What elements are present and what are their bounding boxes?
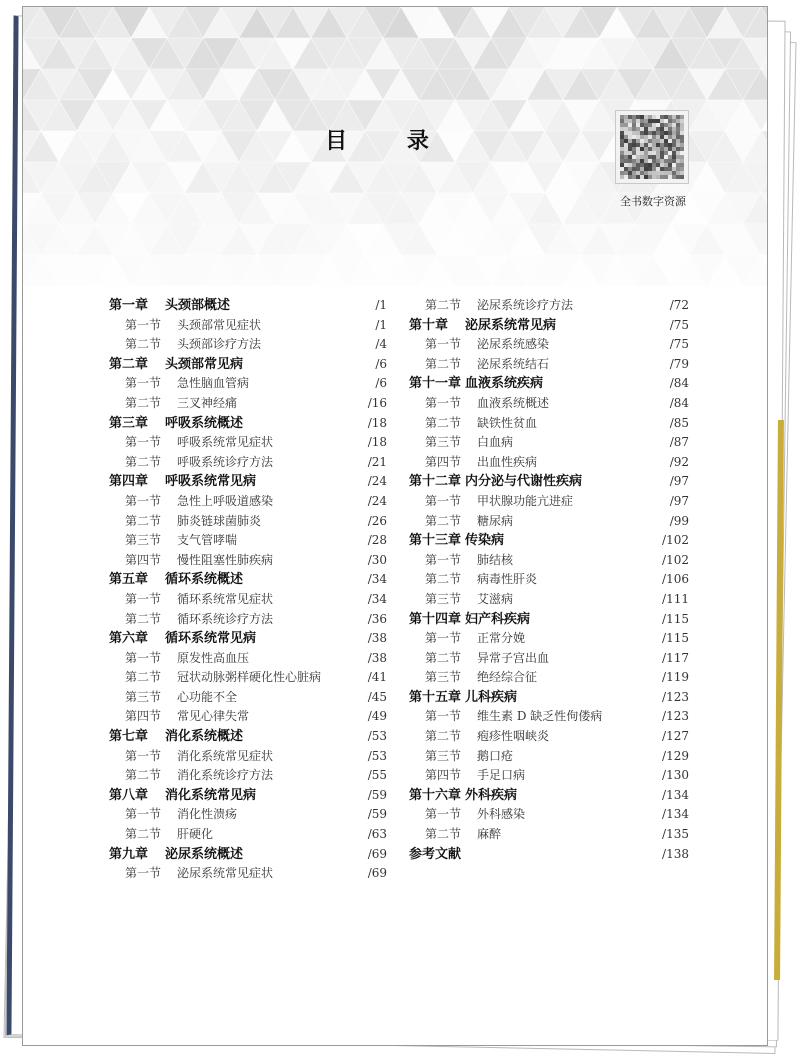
section-number: 第二节	[425, 356, 462, 371]
section-title: 泌尿系统常见症状	[177, 866, 274, 881]
page-number: /24	[367, 474, 387, 489]
section-number: 第三节	[425, 670, 462, 685]
chapter-title: 循环系统常见病	[165, 631, 257, 647]
page-number: /4	[375, 337, 387, 352]
section-title: 头颈部常见症状	[177, 317, 262, 332]
toc-section-entry[interactable]	[409, 551, 689, 571]
toc-chapter-entry[interactable]	[109, 296, 387, 316]
section-number: 第一节	[425, 709, 462, 724]
page-number: /106	[662, 572, 689, 587]
toc-section-entry[interactable]	[409, 355, 689, 375]
chapter-number: 第十二章	[409, 474, 462, 490]
page-number: /85	[669, 415, 689, 430]
section-title: 消化系统常见症状	[177, 748, 274, 763]
section-number: 第二节	[125, 768, 162, 783]
chapter-number: 第十章	[409, 317, 449, 333]
section-title: 肺炎链球菌肺炎	[177, 513, 262, 528]
page-number: /18	[367, 415, 387, 430]
section-title: 绝经综合征	[477, 670, 538, 685]
chapter-title: 外科疾病	[465, 787, 518, 803]
page-number: /72	[669, 298, 689, 312]
page-number: /69	[367, 846, 387, 861]
toc-section-entry[interactable]	[109, 610, 387, 630]
chapter-title: 头颈部概述	[165, 298, 231, 313]
chapter-title: 参考文献	[409, 846, 462, 862]
section-title: 原发性高血压	[177, 650, 250, 665]
page-number: /84	[669, 395, 689, 410]
toc-chapter-entry[interactable]	[409, 845, 689, 865]
section-number: 第二节	[425, 827, 462, 842]
page-number: /102	[662, 533, 689, 548]
section-number: 第一节	[125, 317, 162, 332]
chapter-number: 第七章	[109, 729, 149, 745]
chapter-title: 消化系统常见病	[165, 787, 257, 803]
toc-page	[22, 6, 768, 1046]
toc-section-entry[interactable]	[109, 590, 387, 610]
page-number: /119	[662, 670, 689, 685]
section-title: 消化性溃疡	[177, 807, 238, 822]
toc-section-entry[interactable]	[109, 805, 387, 825]
section-number: 第二节	[425, 298, 462, 312]
toc-section-entry[interactable]	[409, 707, 689, 727]
chapter-title: 呼吸系统常见病	[165, 474, 257, 490]
toc-chapter-entry[interactable]	[109, 727, 387, 747]
section-title: 呼吸系统诊疗方法	[177, 454, 274, 469]
page-number: /97	[669, 474, 689, 489]
section-title: 循环系统常见症状	[177, 591, 274, 606]
section-number: 第一节	[125, 748, 162, 763]
section-number: 第一节	[125, 493, 162, 508]
section-number: 第三节	[425, 591, 462, 606]
section-title: 疱疹性咽峡炎	[477, 729, 550, 744]
section-number: 第一节	[425, 631, 462, 646]
section-number: 第二节	[125, 611, 162, 626]
chapter-title: 头颈部常见病	[165, 356, 244, 372]
page-number: /138	[662, 846, 689, 861]
toc-section-entry[interactable]	[109, 531, 387, 551]
page-number: /111	[662, 591, 689, 606]
section-title: 循环系统诊疗方法	[177, 611, 274, 626]
section-number: 第三节	[125, 689, 162, 704]
section-number: 第一节	[425, 552, 462, 567]
page-number: /134	[662, 807, 689, 822]
page-number: /1	[375, 298, 387, 312]
chapter-number: 第十四章	[409, 611, 462, 627]
toc-section-entry[interactable]	[409, 492, 689, 512]
toc-section-entry[interactable]	[409, 629, 689, 649]
section-number: 第一节	[125, 376, 162, 391]
page-number: /87	[669, 435, 689, 450]
chapter-number: 第六章	[109, 631, 149, 647]
toc-section-entry[interactable]	[109, 433, 387, 453]
toc-chapter-entry[interactable]	[409, 316, 689, 336]
chapter-title: 内分泌与代谢性疾病	[465, 474, 583, 490]
qr-caption: 全书数字资源	[620, 195, 686, 208]
section-title: 肝硬化	[177, 827, 214, 842]
page-number: /92	[669, 454, 689, 469]
page-number: /69	[367, 866, 387, 881]
toc-section-entry[interactable]	[109, 492, 387, 512]
page-number: /1	[375, 317, 387, 332]
toc-section-entry[interactable]	[109, 747, 387, 767]
section-title: 慢性阻塞性肺疾病	[177, 552, 274, 567]
toc-chapter-entry[interactable]	[109, 570, 387, 590]
page-number: /59	[367, 787, 387, 802]
section-title: 艾滋病	[477, 591, 514, 606]
chapter-title: 消化系统概述	[165, 729, 244, 745]
toc-column-right	[409, 296, 689, 864]
toc-section-entry[interactable]	[409, 825, 689, 845]
section-title: 冠状动脉粥样硬化性心脏病	[177, 670, 322, 685]
page-number: /129	[662, 748, 689, 763]
toc-section-entry[interactable]	[409, 512, 689, 532]
toc-section-entry[interactable]	[409, 766, 689, 786]
page-number: /6	[375, 356, 387, 371]
chapter-number: 第十五章	[409, 689, 462, 705]
page-number: /36	[367, 611, 387, 626]
page-number: /34	[367, 591, 387, 606]
section-number: 第二节	[125, 513, 162, 528]
section-title: 白血病	[477, 435, 514, 450]
page-number: /53	[367, 729, 387, 744]
section-number: 第一节	[125, 435, 162, 450]
toc-chapter-entry[interactable]	[109, 629, 387, 649]
section-number: 第四节	[425, 768, 462, 783]
section-title: 泌尿系统结石	[477, 356, 550, 371]
chapter-title: 传染病	[465, 533, 505, 549]
chapter-title: 循环系统概述	[165, 572, 244, 588]
toc-section-entry[interactable]	[409, 296, 689, 316]
toc-chapter-entry[interactable]	[409, 786, 689, 806]
section-title: 鹅口疮	[477, 748, 514, 763]
section-title: 维生素 D 缺乏性佝偻病	[477, 709, 603, 724]
section-title: 血液系统概述	[477, 395, 550, 410]
section-number: 第三节	[125, 533, 162, 548]
section-title: 急性上呼吸道感染	[177, 493, 274, 508]
toc-section-entry[interactable]	[409, 727, 689, 747]
page-number: /38	[367, 631, 387, 646]
page-number: /21	[367, 454, 387, 469]
page-number: /102	[662, 552, 689, 567]
section-title: 呼吸系统常见症状	[177, 435, 274, 450]
toc-section-entry[interactable]	[109, 688, 387, 708]
section-number: 第一节	[425, 493, 462, 508]
page-number: /84	[669, 376, 689, 391]
section-title: 手足口病	[477, 768, 526, 783]
toc-section-entry[interactable]	[409, 453, 689, 473]
page-number: /63	[367, 827, 387, 842]
page-number: /75	[669, 317, 689, 332]
chapter-number: 第二章	[109, 356, 149, 372]
toc-chapter-entry[interactable]	[409, 688, 689, 708]
section-title: 甲状腺功能亢进症	[477, 493, 574, 508]
toc-section-entry[interactable]	[409, 433, 689, 453]
page-number: /18	[367, 435, 387, 450]
section-number: 第三节	[425, 435, 462, 450]
section-title: 出血性疾病	[477, 454, 538, 469]
chapter-title: 儿科疾病	[465, 689, 518, 705]
section-number: 第二节	[425, 729, 462, 744]
toc-chapter-entry[interactable]	[109, 355, 387, 375]
section-number: 第二节	[125, 827, 162, 842]
chapter-title: 泌尿系统概述	[165, 846, 244, 862]
chapter-title: 血液系统疾病	[465, 376, 544, 392]
chapter-number: 第五章	[109, 572, 149, 588]
toc-chapter-entry[interactable]	[409, 531, 689, 551]
page-number: /24	[367, 493, 387, 508]
section-number: 第一节	[125, 807, 162, 822]
section-number: 第二节	[425, 415, 462, 430]
section-number: 第二节	[425, 650, 462, 665]
toc-section-entry[interactable]	[109, 668, 387, 688]
chapter-number: 第八章	[109, 787, 149, 803]
page-number: /117	[662, 650, 689, 665]
section-title: 三叉神经痛	[177, 395, 238, 410]
toc-section-entry[interactable]	[109, 551, 387, 571]
page-number: /75	[669, 337, 689, 352]
page-number: /34	[367, 572, 387, 587]
toc-section-entry[interactable]	[109, 707, 387, 727]
section-number: 第一节	[425, 807, 462, 822]
section-number: 第四节	[125, 552, 162, 567]
toc-chapter-entry[interactable]	[109, 472, 387, 492]
toc-section-entry[interactable]	[409, 747, 689, 767]
toc-section-entry[interactable]	[109, 453, 387, 473]
toc-section-entry[interactable]	[109, 394, 387, 414]
toc-section-entry[interactable]	[409, 805, 689, 825]
toc-section-entry[interactable]	[409, 649, 689, 669]
section-number: 第二节	[125, 670, 162, 685]
toc-section-entry[interactable]	[109, 316, 387, 336]
section-number: 第一节	[425, 395, 462, 410]
page-number: /38	[367, 650, 387, 665]
toc-section-entry[interactable]	[409, 394, 689, 414]
page-number: /45	[367, 689, 387, 704]
section-title: 肺结核	[477, 552, 514, 567]
chapter-title: 妇产科疾病	[465, 611, 531, 627]
page-number: /55	[367, 768, 387, 783]
page-number: /115	[662, 631, 689, 646]
section-number: 第四节	[425, 454, 462, 469]
toc-section-entry[interactable]	[109, 649, 387, 669]
toc-chapter-entry[interactable]	[109, 845, 387, 865]
section-number: 第二节	[125, 454, 162, 469]
section-title: 糖尿病	[477, 513, 514, 528]
section-title: 正常分娩	[477, 631, 526, 646]
toc-section-entry[interactable]	[409, 570, 689, 590]
section-number: 第三节	[425, 748, 462, 763]
chapter-number: 第十三章	[409, 533, 462, 549]
section-title: 缺铁性贫血	[477, 415, 538, 430]
page-number: /53	[367, 748, 387, 763]
toc-section-entry[interactable]	[109, 374, 387, 394]
toc-section-entry[interactable]	[109, 512, 387, 532]
chapter-number: 第九章	[109, 846, 149, 862]
page-number: /16	[367, 395, 387, 410]
page-number: /115	[662, 611, 689, 626]
chapter-title: 呼吸系统概述	[165, 415, 244, 431]
section-title: 泌尿系统感染	[477, 337, 550, 352]
chapter-number: 第四章	[109, 474, 149, 490]
chapter-number: 第一章	[109, 298, 149, 313]
page-number: /26	[367, 513, 387, 528]
page-number: /127	[662, 729, 689, 744]
chapter-number: 第十六章	[409, 787, 462, 803]
section-title: 异常子宫出血	[477, 650, 550, 665]
toc-section-entry[interactable]	[409, 590, 689, 610]
page-number: /130	[662, 768, 689, 783]
toc-section-entry[interactable]	[109, 335, 387, 355]
section-title: 心功能不全	[177, 689, 238, 704]
page-number: /97	[669, 493, 689, 508]
section-title: 消化系统诊疗方法	[177, 768, 274, 783]
toc-section-entry[interactable]	[109, 766, 387, 786]
toc-chapter-entry[interactable]	[109, 414, 387, 434]
toc-section-entry[interactable]	[109, 825, 387, 845]
section-number: 第一节	[125, 866, 162, 881]
chapter-number: 第十一章	[409, 376, 462, 392]
page-number: /79	[669, 356, 689, 371]
section-title: 麻醉	[477, 827, 502, 842]
page-number: /41	[367, 670, 387, 685]
section-title: 急性脑血管病	[177, 376, 250, 391]
page-number: /123	[662, 709, 689, 724]
section-title: 病毒性肝炎	[477, 572, 538, 587]
page-number: /99	[669, 513, 689, 528]
page-title: 目 录	[325, 129, 455, 154]
section-number: 第四节	[125, 709, 162, 724]
page-number: /134	[662, 787, 689, 802]
section-number: 第二节	[425, 572, 462, 587]
section-number: 第二节	[125, 395, 162, 410]
page-number: /123	[662, 689, 689, 704]
page-number: /59	[367, 807, 387, 822]
section-title: 头颈部诊疗方法	[177, 337, 262, 352]
section-number: 第二节	[125, 337, 162, 352]
page-number: /49	[367, 709, 387, 724]
toc-chapter-entry[interactable]	[109, 786, 387, 806]
section-number: 第一节	[125, 591, 162, 606]
toc-section-entry[interactable]	[409, 668, 689, 688]
toc-section-entry[interactable]	[409, 414, 689, 434]
toc-section-entry[interactable]	[109, 864, 387, 884]
section-title: 支气管哮喘	[177, 533, 238, 548]
chapter-title: 泌尿系统常见病	[465, 317, 557, 333]
section-number: 第一节	[125, 650, 162, 665]
toc-column-left	[109, 296, 387, 884]
page-number: /30	[367, 552, 387, 567]
section-title: 常见心律失常	[177, 709, 250, 724]
section-number: 第二节	[425, 513, 462, 528]
chapter-number: 第三章	[109, 415, 149, 431]
section-number: 第一节	[425, 337, 462, 352]
toc-section-entry[interactable]	[409, 335, 689, 355]
toc-chapter-entry[interactable]	[409, 472, 689, 492]
page-number: /6	[375, 376, 387, 391]
section-title: 泌尿系统诊疗方法	[477, 298, 574, 312]
section-title: 外科感染	[477, 807, 526, 822]
toc-chapter-entry[interactable]	[409, 374, 689, 394]
page-number: /28	[367, 533, 387, 548]
page-number: /135	[662, 827, 689, 842]
toc-chapter-entry[interactable]	[409, 610, 689, 630]
